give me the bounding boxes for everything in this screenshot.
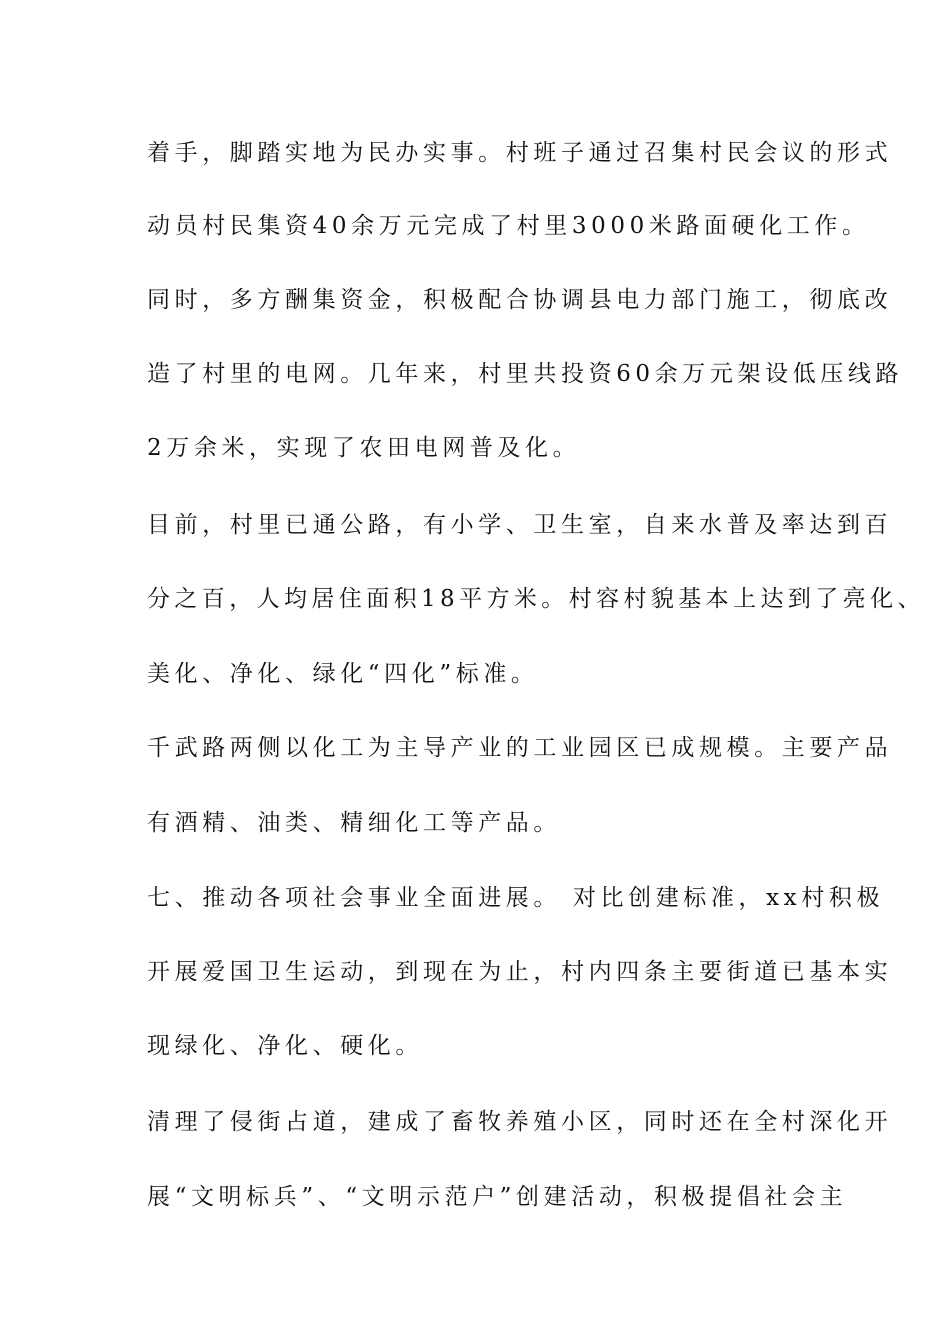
paragraph-line: 现绿化、净化、硬化。 xyxy=(147,1033,423,1059)
paragraph-line: 分之百，人均居住面积18平方米。村容村貌基本上达到了亮化、 xyxy=(147,586,925,612)
paragraph-line: 同时，多方酬集资金，积极配合协调县电力部门施工，彻底改 xyxy=(147,287,893,313)
paragraph-line: 2万余米，实现了农田电网普及化。 xyxy=(147,435,581,461)
paragraph-line: 美化、净化、绿化“四化”标准。 xyxy=(147,661,539,687)
paragraph-line: 有酒精、油类、精细化工等产品。 xyxy=(147,810,561,836)
paragraph-line: 七、推动各项社会事业全面进展。 对比创建标准，xx村积极 xyxy=(147,885,885,911)
paragraph-line: 目前，村里已通公路，有小学、卫生室，自来水普及率达到百 xyxy=(147,512,893,538)
paragraph-line: 千武路两侧以化工为主导产业的工业园区已成规模。主要产品 xyxy=(147,735,893,761)
paragraph-line: 清理了侵街占道，建成了畜牧养殖小区，同时还在全村深化开 xyxy=(147,1109,893,1135)
paragraph-line: 造了村里的电网。几年来，村里共投资60余万元架设低压线路 xyxy=(147,361,904,387)
paragraph-line: 展“文明标兵”、“文明示范户”创建活动，积极提倡社会主 xyxy=(147,1184,848,1210)
paragraph-line: 着手，脚踏实地为民办实事。村班子通过召集村民会议的形式 xyxy=(147,140,893,166)
paragraph-line: 开展爱国卫生运动，到现在为止，村内四条主要街道已基本实 xyxy=(147,959,893,985)
paragraph-line: 动员村民集资40余万元完成了村里3000米路面硬化工作。 xyxy=(147,213,870,239)
